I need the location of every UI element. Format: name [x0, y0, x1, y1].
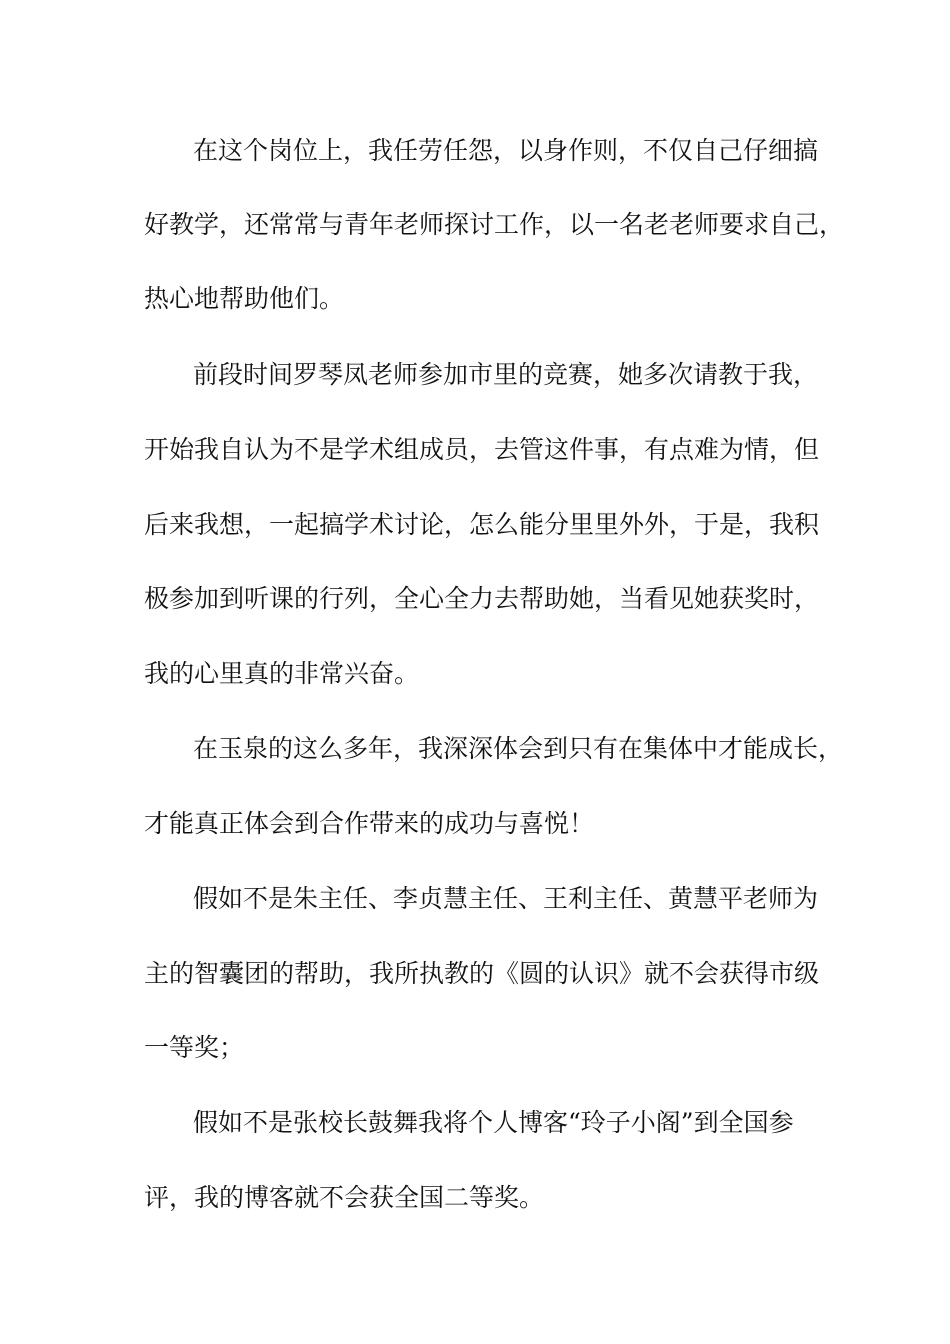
- paragraph-4-line-2: 主的智囊团的帮助，我所执教的《圆的认识》就不会获得市级: [144, 959, 820, 988]
- paragraph-5-line-2: 评，我的博客就不会获全国二等奖。: [144, 1183, 545, 1212]
- paragraph-2-line-3: 后来我想，一起搞学术讨论，怎么能分里里外外，于是，我积: [144, 510, 820, 539]
- paragraph-4-line-1: 假如不是朱主任、李贞慧主任、王利主任、黄慧平老师为: [193, 884, 819, 913]
- paragraph-2-line-1: 前段时间罗琴凤老师参加市里的竞赛，她多次请教于我，: [193, 360, 819, 389]
- paragraph-4-line-3: 一等奖；: [144, 1033, 245, 1062]
- paragraph-5-line-1: 假如不是张校长鼓舞我将个人博客“玲子小阁”到全国参: [193, 1108, 794, 1137]
- paragraph-2-line-4: 极参加到听课的行列，全心全力去帮助她，当看见她获奖时，: [144, 584, 820, 613]
- paragraph-2-line-2: 开始我自认为不是学术组成员，去管这件事，有点难为情，但: [144, 435, 820, 464]
- paragraph-1-line-1: 在这个岗位上，我任劳任怨，以身作则，不仅自己仔细搞: [193, 136, 819, 165]
- paragraph-1-line-2: 好教学，还常常与青年老师探讨工作，以一名老老师要求自己，: [144, 210, 845, 239]
- paragraph-3-line-1: 在玉泉的这么多年，我深深体会到只有在集体中才能成长，: [193, 734, 844, 763]
- paragraph-1-line-3: 热心地帮助他们。: [144, 284, 345, 313]
- paragraph-2-line-5: 我的心里真的非常兴奋。: [144, 659, 420, 688]
- paragraph-3-line-2: 才能真正体会到合作带来的成功与喜悦！: [144, 809, 595, 838]
